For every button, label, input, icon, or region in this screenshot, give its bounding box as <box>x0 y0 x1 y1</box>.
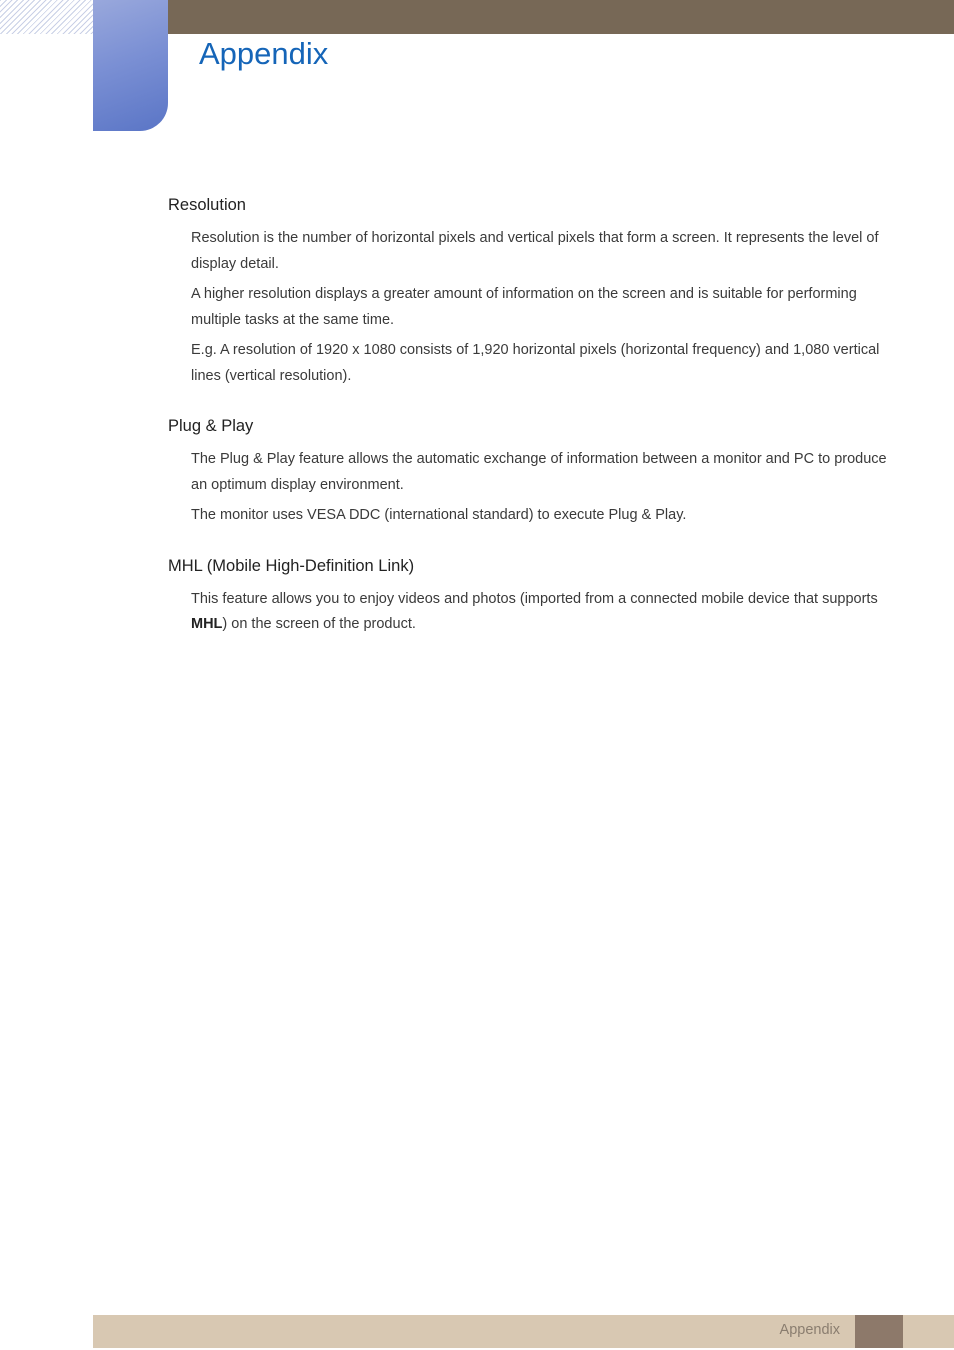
paragraph: The monitor uses VESA DDC (international standard) to execute Plug & Play. <box>191 507 687 523</box>
section-heading: MHL (Mobile High-Definition Link) <box>168 556 415 575</box>
page-title: Appendix <box>199 36 329 71</box>
section-mhl <box>168 555 888 638</box>
page-number-box <box>855 1315 903 1348</box>
mhl-term: MHL <box>191 616 223 632</box>
paragraph: The Plug & Play feature allows the automatic exchange of information between a monitor and PC to produce an optimum display environment. <box>191 451 887 493</box>
paragraph: E.g. A resolution of 1920 x 1080 consists of 1,920 horizontal pixels (horizontal frequency) and 1,080 vertical lines (vertical resolution). <box>191 342 880 384</box>
section-heading: Plug & Play <box>168 417 254 435</box>
main-content <box>168 194 888 664</box>
section-heading: Resolution <box>168 196 246 214</box>
paragraph-text: ) on the screen of the product. <box>222 616 416 632</box>
paragraph: A higher resolution displays a greater amount of information on the screen and is suitable for performing multiple tasks at the same time. <box>191 286 857 328</box>
paragraph <box>191 587 888 638</box>
paragraph: Resolution is the number of horizontal pixels and vertical pixels that form a screen. It represents the level of display detail. <box>191 230 879 272</box>
section-plug-and-play <box>168 415 888 529</box>
footer-chapter-label: Appendix <box>779 1322 840 1338</box>
chapter-tab <box>93 0 168 131</box>
paragraph-text: This feature allows you to enjoy videos and photos (imported from a connected mobile device that supports <box>191 590 878 607</box>
header-hatch-pattern <box>0 0 93 34</box>
footer-bar <box>93 1315 954 1348</box>
section-resolution <box>168 194 888 389</box>
header-bar <box>168 0 954 34</box>
